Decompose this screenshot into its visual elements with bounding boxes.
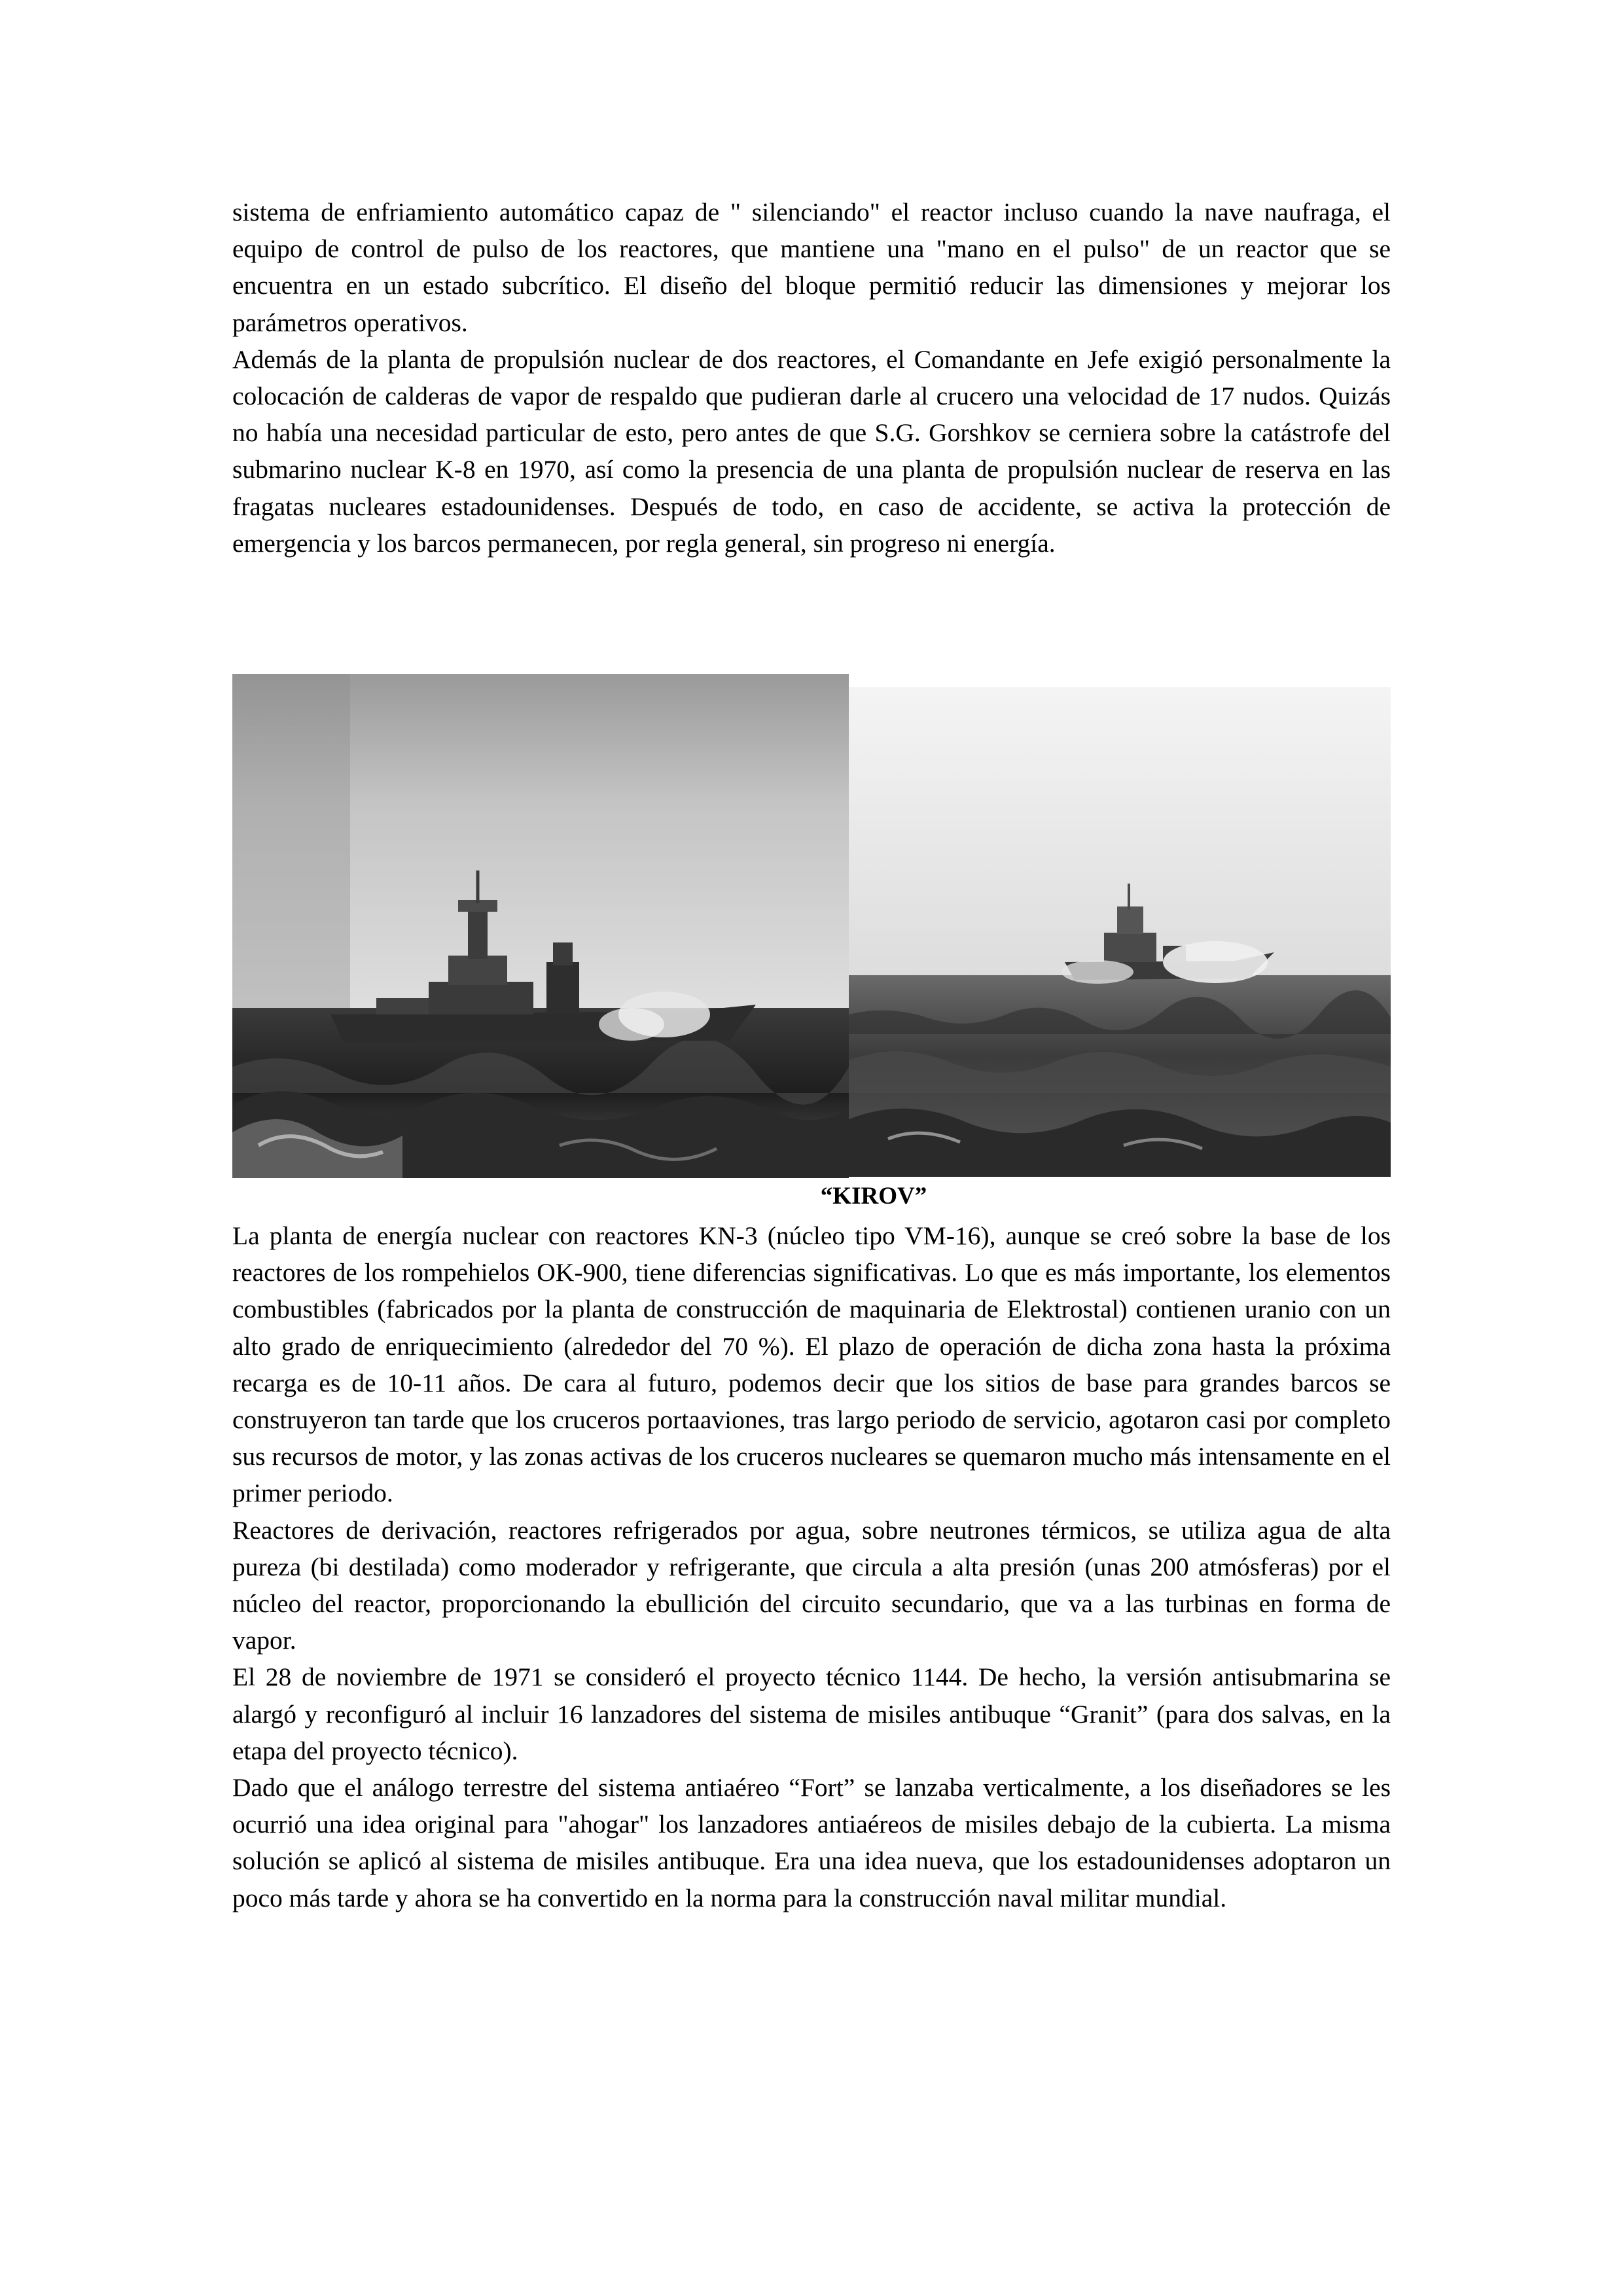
photo-kirov-left-image [232, 674, 849, 1178]
photo-kirov-right [849, 687, 1391, 1177]
paragraph: La planta de energía nuclear con reactores KN-3 (núcleo tipo VM-16), aunque se creó sobre la base de los reactores de los rompehielos OK-900, tiene diferencias significativas. Lo que es más importante, los elementos combustibles (fabricados por la planta de construcción de maquinaria de Elektrostal) contienen uranio con un alto grado de enriquecimiento (alrededor del 70 %). El plazo de operación de dicha zona hasta la próxima recarga es de 10-11 años. De cara al futuro, podemos decir que los sitios de base para grandes barcos se construyeron tan tarde que los cruceros portaaviones, tras largo periodo de servicio, agotaron casi por completo sus recursos de motor, y las zonas activas de los cruceros nucleares se quemaron mucho más intensamente en el primer periodo. [232, 1221, 1391, 1508]
photo-kirov-right-image [849, 687, 1391, 1177]
text-block-bottom [232, 1217, 1391, 1916]
photo-kirov-left [232, 674, 849, 1178]
text-block-top [232, 194, 1391, 562]
paragraph: sistema de enfriamiento automático capaz de " silenciando" el reactor incluso cuando la nave naufraga, el equipo de control de pulso de los reactores, que mantiene una "mano en el pulso" de un reactor que se encuentra en un estado subcrítico. El diseño del bloque permitió reducir las dimensiones y mejorar los parámetros operativos. [232, 198, 1391, 337]
paragraph: Además de la planta de propulsión nuclear de dos reactores, el Comandante en Jefe exigió personalmente la colocación de calderas de vapor de respaldo que pudieran darle al crucero una velocidad de 17 nudos. Quizás no había una necesidad particular de esto, pero antes de que S.G. Gorshkov se cerniera sobre la catástrofe del submarino nuclear K-8 en 1970, así como la presencia de una planta de propulsión nuclear de reserva en las fragatas nucleares estadounidenses. Después de todo, en caso de accidente, se activa la protección de emergencia y los barcos permanecen, por regla general, sin progreso ni energía. [232, 344, 1391, 558]
figure-caption: “KIROV” [820, 1183, 927, 1210]
figure-kirov-photos [232, 674, 1391, 1178]
paragraph: Dado que el análogo terrestre del sistema antiaéreo “Fort” se lanzaba verticalmente, a los diseñadores se les ocurrió una idea original para "ahogar" los lanzadores antiaéreos de misiles debajo de la cubierta. La misma solución se aplicó al sistema de misiles antibuque. Era una idea nueva, que los estadounidenses adoptaron un poco más tarde y ahora se ha convertido en la norma para la construcción naval militar mundial. [232, 1773, 1391, 1912]
paragraph: El 28 de noviembre de 1971 se consideró el proyecto técnico 1144. De hecho, la versión antisubmarina se alargó y reconfiguró al incluir 16 lanzadores del sistema de misiles antibuque “Granit” (para dos salvas, en la etapa del proyecto técnico). [232, 1662, 1391, 1765]
paragraph: Reactores de derivación, reactores refrigerados por agua, sobre neutrones térmicos, se utiliza agua de alta pureza (bi destilada) como moderador y refrigerante, que circula a alta presión (unas 200 atmósferas) por el núcleo del reactor, proporcionando la ebullición del circuito secundario, que va a las turbinas en forma de vapor. [232, 1515, 1391, 1655]
